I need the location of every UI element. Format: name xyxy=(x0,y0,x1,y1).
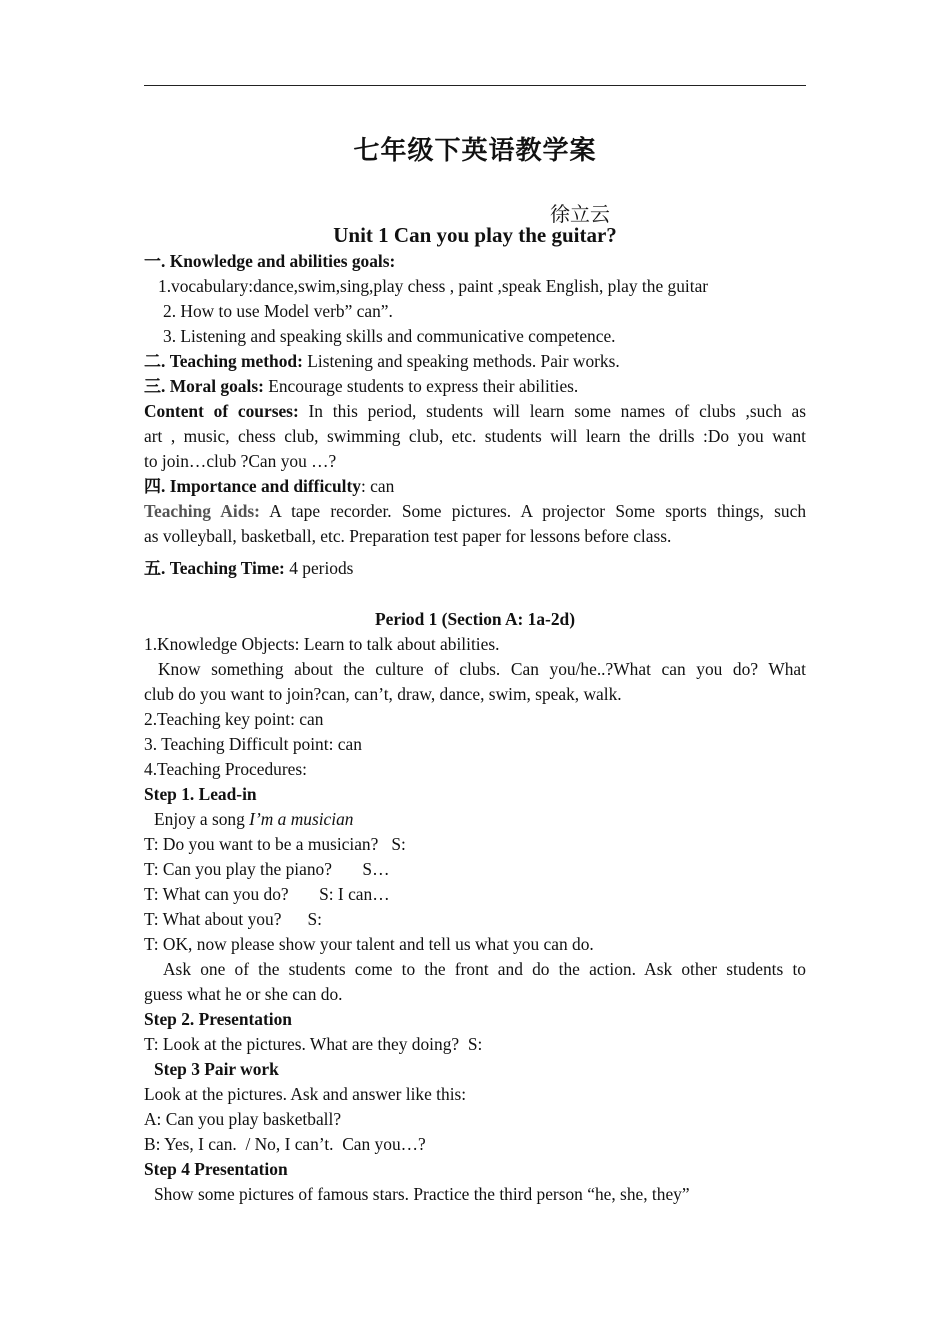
goal-item-vocabulary: 1.vocabulary:dance,swim,sing,play chess , paint ,speak English, play the guitar xyxy=(158,276,709,296)
content-of-courses-line3: to join…club ?Can you …? xyxy=(144,451,337,471)
content-of-courses-line1: Content of courses: In this period, students will learn some names of clubs ,such as xyxy=(144,401,807,421)
step3-heading: Step 3 Pair work xyxy=(154,1059,279,1079)
section-importance: 四. Importance and difficulty: can xyxy=(144,476,395,497)
section-teaching-time: 五. Teaching Time: 4 periods xyxy=(144,558,354,579)
key-point: 2.Teaching key point: can xyxy=(144,709,324,729)
step1-song: Enjoy a song I’m a musician xyxy=(154,809,354,829)
step1-heading: Step 1. Lead-in xyxy=(144,784,257,804)
ask-students-line2: guess what he or she can do. xyxy=(144,984,343,1004)
teaching-aids-line1: Teaching Aids: A tape recorder. Some pictures. A projector Some sports things, such xyxy=(144,501,807,521)
knowledge-objects-cont1: Know something about the culture of clubs. Can you/he..?What can you do? What xyxy=(158,659,806,679)
procedures-heading: 4.Teaching Procedures: xyxy=(144,759,307,779)
period-heading: Period 1 (Section A: 1a-2d) xyxy=(375,609,575,629)
content-of-courses-line2: art , music, chess club, swimming club, etc. students will learn the drills :Do you want xyxy=(144,426,806,446)
section-knowledge-goals: 一. Knowledge and abilities goals: xyxy=(144,251,396,272)
step2-heading: Step 2. Presentation xyxy=(144,1009,292,1029)
header-rule xyxy=(144,85,806,86)
dialogue-line-3: T: What can you do? S: I can… xyxy=(144,884,390,904)
document-title: 七年级下英语教学案 xyxy=(353,136,597,166)
teaching-aids-line2: as volleyball, basketball, etc. Preparation test paper for lessons before class. xyxy=(144,526,672,546)
step4-heading: Step 4 Presentation xyxy=(144,1159,288,1179)
difficult-point: 3. Teaching Difficult point: can xyxy=(144,734,362,754)
step4-text: Show some pictures of famous stars. Practice the third person “he, she, they” xyxy=(154,1184,690,1204)
dialogue-line-4: T: What about you? S: xyxy=(144,909,323,929)
dialogue-b: B: Yes, I can. / No, I can’t. Can you…? xyxy=(144,1134,426,1154)
dialogue-a: A: Can you play basketball? xyxy=(144,1109,342,1129)
unit-title: Unit 1 Can you play the guitar? xyxy=(333,223,617,247)
step3-text: Look at the pictures. Ask and answer like this: xyxy=(144,1084,467,1104)
section-teaching-method: 二. Teaching method: Listening and speaking methods. Pair works. xyxy=(144,351,620,372)
section-moral-goals: 三. Moral goals: Encourage students to express their abilities. xyxy=(144,376,579,397)
author-name: 徐立云 xyxy=(550,202,610,226)
goal-item-skills: 3. Listening and speaking skills and communicative competence. xyxy=(163,326,616,346)
dialogue-line-1: T: Do you want to be a musician? S: xyxy=(144,834,406,854)
step2-text: T: Look at the pictures. What are they doing? S: xyxy=(144,1034,483,1054)
knowledge-objects: 1.Knowledge Objects: Learn to talk about abilities. xyxy=(144,634,500,654)
dialogue-line-5: T: OK, now please show your talent and tell us what you can do. xyxy=(144,934,594,954)
goal-item-modal-verb: 2. How to use Model verb” can”. xyxy=(163,301,393,321)
dialogue-line-2: T: Can you play the piano? S… xyxy=(144,859,390,879)
ask-students-line1: Ask one of the students come to the front and do the action. Ask other students to xyxy=(163,959,806,979)
knowledge-objects-cont2: club do you want to join?can, can’t, draw, dance, swim, speak, walk. xyxy=(144,684,622,704)
